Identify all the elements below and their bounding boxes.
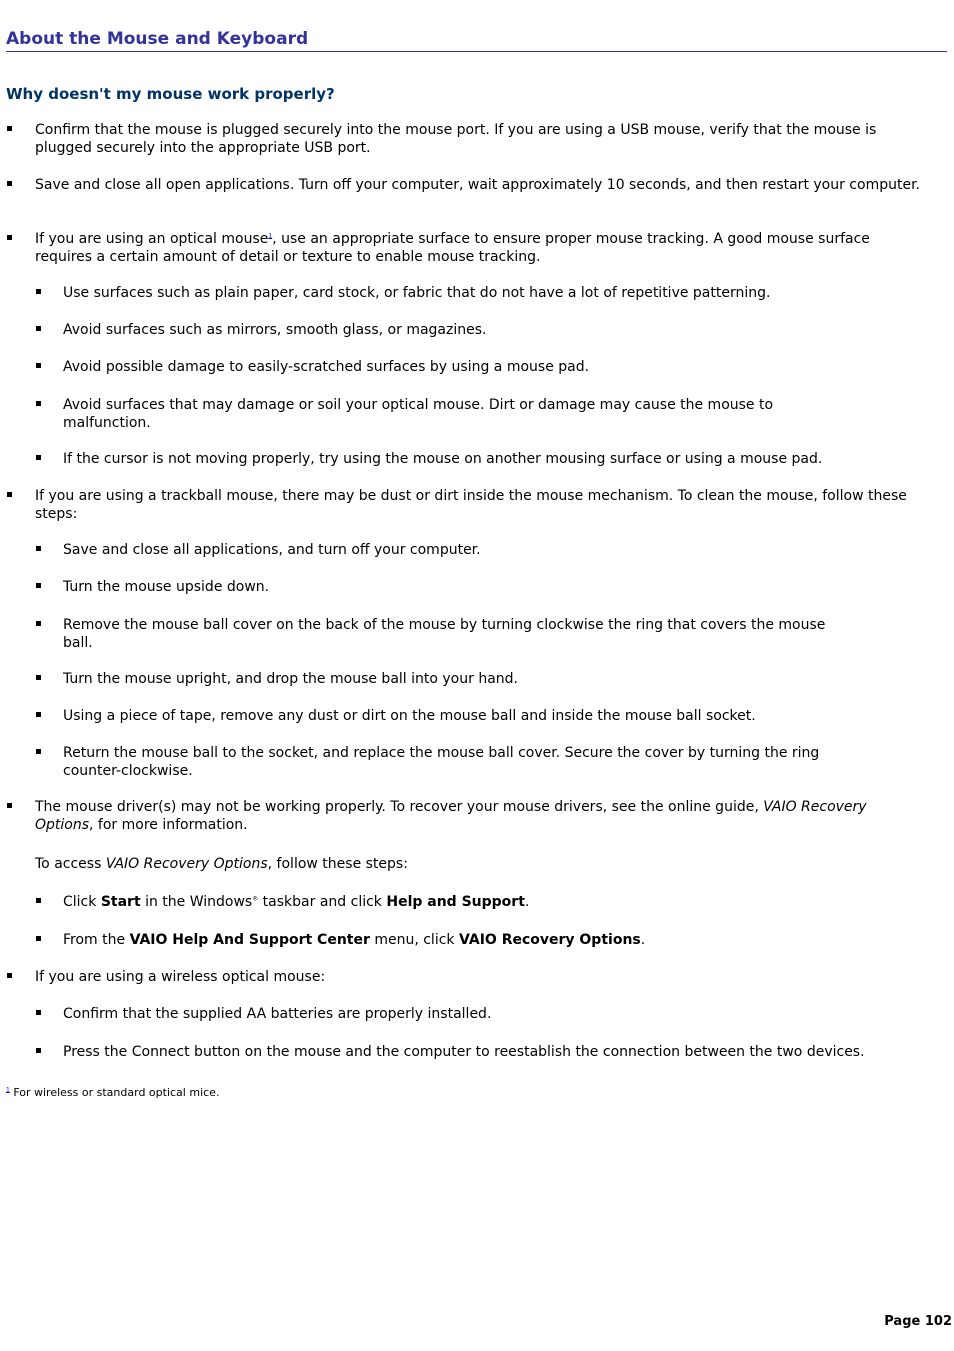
item-text: , use an appropriate surface to ensure proper mouse tracking. A good mouse surface requires a certain amount of detail or texture to enable mouse tracking. [35,231,870,265]
bullet [36,621,41,626]
footnote-link[interactable]: 1 [268,232,273,240]
list-item [35,798,925,834]
item-paragraph [35,855,925,873]
bullet [36,289,41,294]
sub-list-item [63,931,913,949]
item-text: From the [63,932,130,948]
bullet [36,675,41,680]
sub-list-item: Using a piece of tape, remove any dust or dirt on the mouse ball and inside the mouse ball socket. [63,708,756,724]
guide-title: VAIO Recovery Options [105,856,268,872]
item-text: To access [35,856,106,872]
sub-list-item: Return the mouse ball to the socket, and replace the mouse ball cover. Secure the cover by turning the ring counter-clockwise. [63,745,820,779]
bullet [36,936,41,941]
list-item [35,230,925,266]
bullet [36,546,41,551]
footnote-marker[interactable]: 1 [6,1086,10,1094]
bullet [36,712,41,717]
list-item: Confirm that the mouse is plugged securely into the mouse port. If you are using a USB mouse, verify that the mouse is plugged securely into the appropriate USB port. [35,122,877,156]
item-text: in the Windows [140,894,253,910]
item-text: menu, click [369,932,459,948]
bullet [7,181,12,186]
sub-list-item: If the cursor is not moving properly, try using the mouse on another mousing surface or using a mouse pad. [63,451,823,467]
list-item: Save and close all open applications. Turn off your computer, wait approximately 10 seconds, and then restart your computer. [35,177,920,193]
section-heading: Why doesn't my mouse work properly? [6,85,335,103]
item-text: Click [63,894,101,910]
bullet [36,898,41,903]
sub-list-item: Avoid possible damage to easily-scratched surfaces by using a mouse pad. [63,359,590,375]
guide-title: VAIO Recovery Options [35,799,867,833]
sub-list-item: Avoid surfaces that may damage or soil your optical mouse. Dirt or damage may cause the mouse to malfunction. [63,397,774,431]
registered-mark: ® [252,895,259,903]
page-title: About the Mouse and Keyboard [6,28,947,52]
ui-term: VAIO Help And Support Center [129,932,370,948]
bullet [36,1048,41,1053]
bullet [36,749,41,754]
sub-list-item: Confirm that the supplied AA batteries are properly installed. [63,1006,492,1022]
footnote-text: For wireless or standard optical mice. [9,1086,220,1099]
bullet [36,401,41,406]
sub-list-item [63,893,913,911]
bullet [7,235,12,240]
sub-list-item: Press the Connect button on the mouse and the computer to reestablish the connection between the two devices. [63,1044,865,1060]
bullet [36,363,41,368]
item-text: , follow these steps: [267,856,408,872]
sub-list-item: Use surfaces such as plain paper, card stock, or fabric that do not have a lot of repetitive patterning. [63,285,771,301]
item-text: , for more information. [89,817,248,833]
footnote [6,1086,219,1100]
bullet [36,326,41,331]
item-text: taskbar and click [258,894,387,910]
item-text: . [640,932,646,948]
bullet [7,973,12,978]
bullet [7,126,12,131]
item-text: . [524,894,530,910]
bullet [36,583,41,588]
bullet [7,803,12,808]
ui-term: Help and Support [386,894,525,910]
sub-list-item: Save and close all applications, and turn off your computer. [63,542,481,558]
sub-list-item: Avoid surfaces such as mirrors, smooth glass, or magazines. [63,322,487,338]
sub-list-item: Turn the mouse upside down. [63,579,270,595]
list-item: If you are using a wireless optical mouse: [35,969,326,985]
bullet [36,1010,41,1015]
sub-list-item: Remove the mouse ball cover on the back of the mouse by turning clockwise the ring that covers the mouse ball. [63,617,826,651]
ui-term: Start [100,894,141,910]
bullet [36,455,41,460]
ui-term: VAIO Recovery Options [458,932,641,948]
sub-list-item: Turn the mouse upright, and drop the mouse ball into your hand. [63,671,518,687]
page-number: Page 102 [884,1314,952,1329]
item-text: The mouse driver(s) may not be working properly. To recover your mouse drivers, see the online guide, [35,799,764,815]
list-item: If you are using a trackball mouse, there may be dust or dirt inside the mouse mechanism. To clean the mouse, follow these steps: [35,488,907,522]
bullet [7,492,12,497]
item-text: If you are using an optical mouse [35,231,269,247]
